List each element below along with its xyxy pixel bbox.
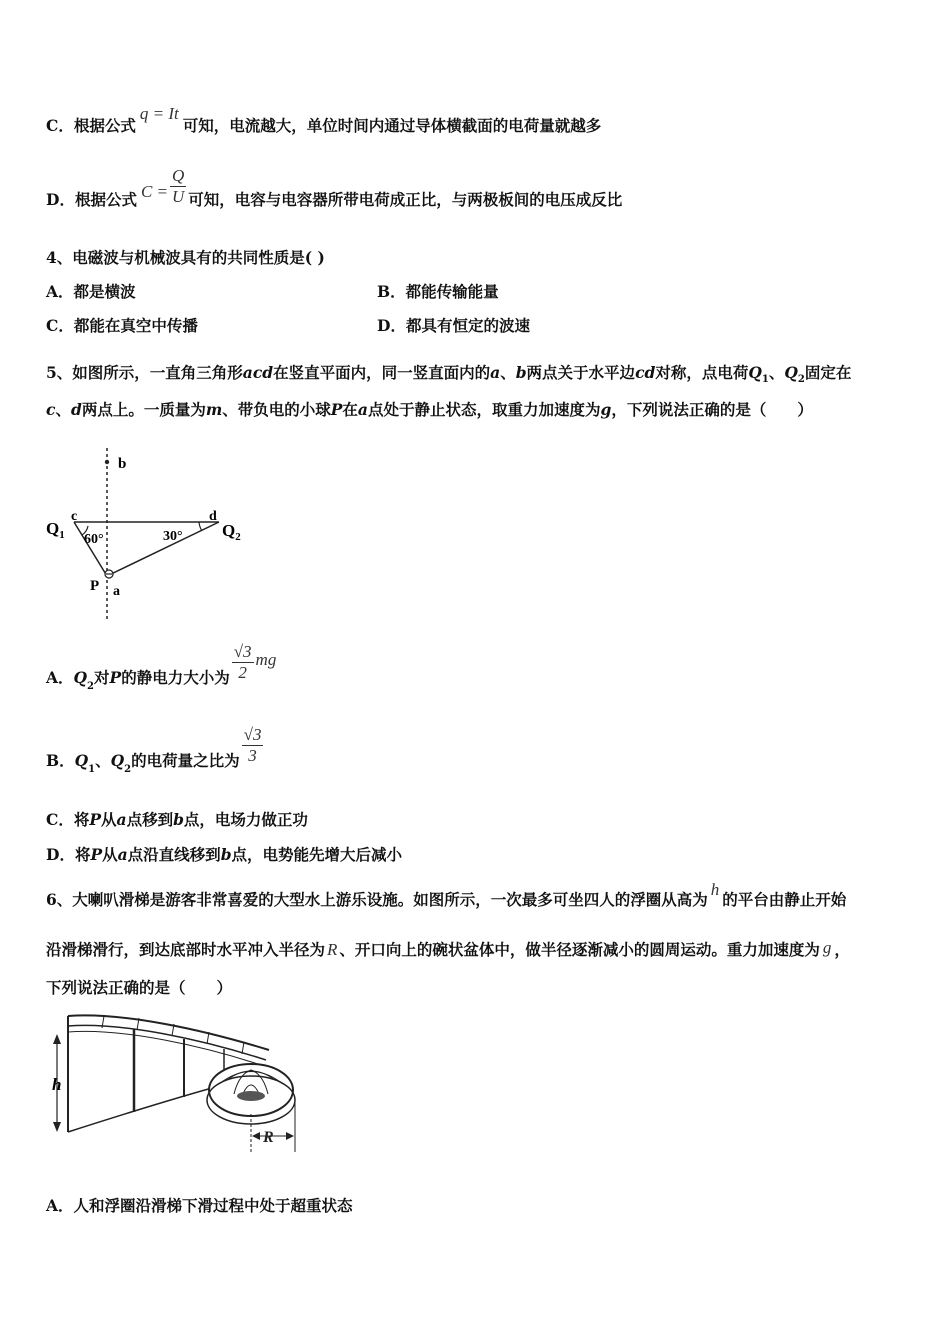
q5-option-b[interactable]: B．$Q_1$、$Q_2$的电荷量之比为 $\frac{√3}{3}$ xyxy=(46,725,262,775)
q5-option-d[interactable]: D．将P从a点沿直线移到b点，电势能先增大后减小 xyxy=(46,845,403,864)
q5-a-fraction: $\frac{√3}{2}$ xyxy=(233,642,252,682)
q5-label-q1: $Q_1$ xyxy=(46,519,65,541)
q5-label-d: d xyxy=(209,509,217,524)
q5-label-p: P xyxy=(90,578,100,594)
q5-angle-30: 30° xyxy=(163,529,183,544)
q4-stem: 4、电磁波与机械波具有的共同性质是( ) xyxy=(46,248,325,267)
q5-option-a[interactable]: A．$Q_2$对P的静电力大小为 $\frac{√3}{2}$ mg xyxy=(46,642,277,692)
q3-d-den: U xyxy=(172,187,185,206)
q5-stem-line2: c、d两点上。一质量为m、带负电的小球P在a点处于静止状态，取重力加速度为g，下列说法正确的是（ ） xyxy=(46,400,813,419)
q5-angle-60: 60° xyxy=(84,532,104,547)
q3-d-label: D．根据公式 xyxy=(46,189,137,209)
q6-stem-line1: 6、大喇叭滑梯是游客非常喜爱的大型水上游乐设施。如图所示，一次最多可坐四人的浮圈从高为h的平台由静止开始 xyxy=(46,880,847,909)
q4-option-d[interactable]: D．都具有恒定的波速 xyxy=(377,316,530,335)
q3-d-formula-lhs: C = xyxy=(140,181,169,201)
q3-d-num: Q xyxy=(172,166,185,185)
q5-point-b xyxy=(105,460,109,464)
q6-stem-line3: 下列说法正确的是（ ） xyxy=(46,978,233,997)
q5-label-b: b xyxy=(118,456,127,472)
q6-option-a[interactable]: A．人和浮圈沿滑梯下滑过程中处于超重状态 xyxy=(46,1196,353,1215)
q6-label-h: h xyxy=(52,1075,62,1094)
q5-label-a: a xyxy=(113,584,120,599)
q4-option-c[interactable]: C．都能在真空中传播 xyxy=(46,316,198,335)
q3-c-formula: q = It xyxy=(139,104,179,123)
q6-slide-figure xyxy=(44,1004,309,1154)
q3-option-c[interactable] xyxy=(46,104,602,136)
q3-d-text: 可知，电容与电容器所带电荷成正比，与两极板间的电压成反比 xyxy=(188,189,623,209)
q4-option-a[interactable]: A．都是横波 xyxy=(46,282,136,301)
q5-label-q2: $Q_2$ xyxy=(222,521,241,543)
q5-label-c: c xyxy=(71,509,78,524)
q5-angle-arc-30 xyxy=(199,522,202,531)
q3-c-text: 可知，电流越大，单位时间内通过导体横截面的电荷量就越多 xyxy=(182,116,602,135)
q5-edge-ca xyxy=(74,522,107,576)
q3-option-d[interactable] xyxy=(46,166,622,207)
q5-option-c[interactable]: C．将P从a点移到b点，电场力做正功 xyxy=(46,810,308,829)
q6-label-r: R xyxy=(263,1129,274,1146)
q5-b-fraction: $\frac{√3}{3}$ xyxy=(243,725,262,765)
q6-stem-line2: 沿滑梯滑行，到达底部时水平冲入半径为 R 、开口向上的碗状盆体中，做半径逐渐减小的圆周运动。重力加速度为 g ， xyxy=(46,938,850,959)
q4-option-b[interactable]: B．都能传输能量 xyxy=(377,282,499,301)
q3-c-label: C．根据公式 xyxy=(46,116,136,135)
q6-bowl-drain xyxy=(237,1091,265,1101)
q3-d-fraction xyxy=(170,166,186,207)
q5-stem-line1: 5、如图所示，一直角三角形acd在竖直平面内，同一竖直面内的a、b两点关于水平边cd对称，点电荷$Q_1$、$Q_2$固定在 xyxy=(46,363,852,386)
q6-slide-top xyxy=(68,1015,269,1050)
q5-triangle-figure xyxy=(44,440,254,625)
